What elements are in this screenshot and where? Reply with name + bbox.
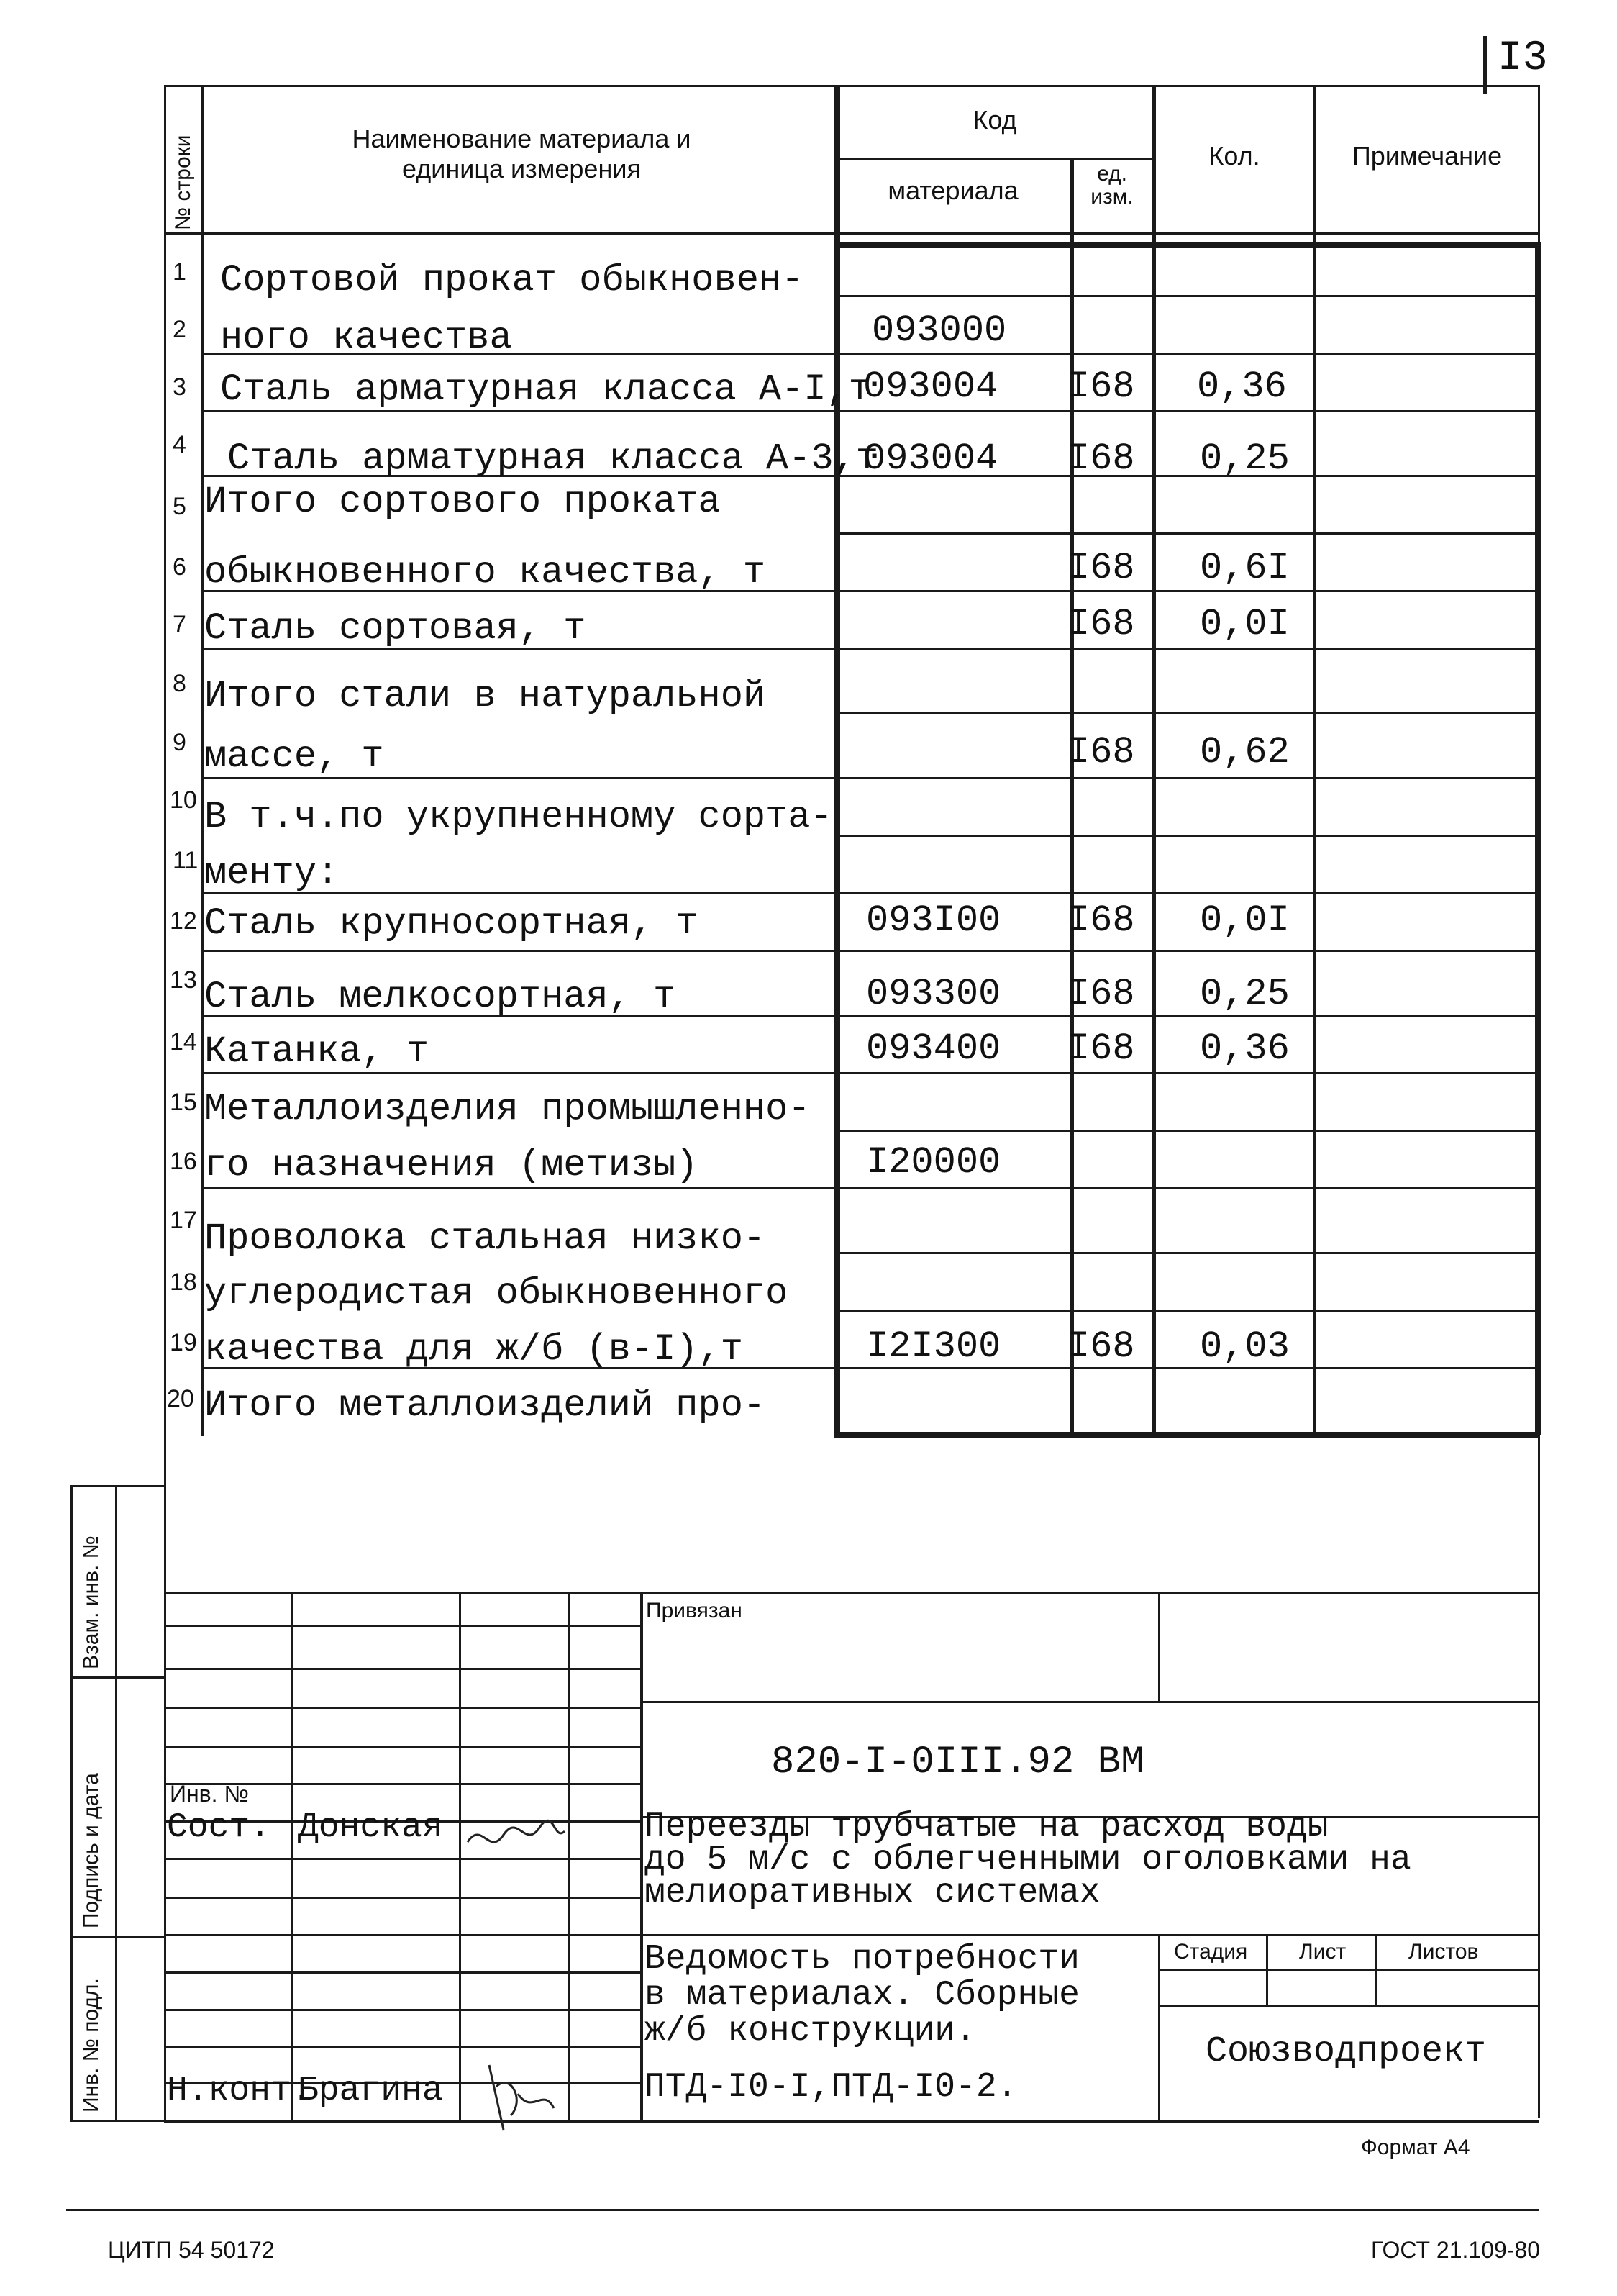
sost-role: Сост. <box>167 1808 271 1847</box>
format-label: Формат А4 <box>1361 2136 1470 2159</box>
row-unit: I68 <box>1067 603 1135 645</box>
row-name: менту: <box>204 852 340 894</box>
listov-label: Листов <box>1408 1940 1479 1964</box>
row-name: качества для ж/б (в-I),т <box>204 1328 743 1371</box>
row-code: 093300 <box>866 973 1001 1015</box>
sost-name: Донская <box>298 1808 443 1847</box>
signature-bragina <box>475 2058 561 2137</box>
nkont-name: Брагина <box>298 2072 443 2110</box>
row-name: Сталь мелкосортная, т <box>204 976 676 1018</box>
doc-title-line1: Ведомость потребности <box>644 1940 1080 1979</box>
row-unit: I68 <box>1067 547 1135 589</box>
row-qty: 0,62 <box>1200 731 1290 773</box>
row-name: массе, т <box>204 735 384 778</box>
stadiya-label: Стадия <box>1174 1940 1248 1964</box>
doc-title-line3: ж/б конструкции. <box>644 2012 976 2051</box>
code-material-header: материала <box>888 176 1019 205</box>
code-unit-header-1: ед. <box>1097 162 1127 186</box>
row-number-header: № строки <box>171 135 195 230</box>
row-unit: I68 <box>1067 366 1135 408</box>
row-name: Сталь крупносортная, т <box>204 902 698 945</box>
row-code: 093I00 <box>866 899 1001 942</box>
vzam-label: Взам. инв. № <box>79 1535 103 1669</box>
row-qty: 0,0I <box>1200 603 1290 645</box>
privyazan-label: Привязан <box>646 1599 742 1623</box>
row-name: Сталь сортовая, т <box>204 607 586 650</box>
row-code: I20000 <box>866 1141 1001 1184</box>
row-code: I2I300 <box>866 1325 1001 1368</box>
inv-podl-label: Инв. № подл. <box>79 1978 103 2113</box>
footer-left: ЦИТП 54 50172 <box>108 2237 275 2263</box>
podpis-label: Подпись и дата <box>79 1773 103 1928</box>
row-name: Металлоизделия промышленно- <box>204 1088 811 1130</box>
name-header-line1: Наименование материала и <box>352 124 691 153</box>
inv-no-label: Инв. № <box>170 1781 249 1807</box>
nkont-role: Н.конт. <box>167 2072 312 2110</box>
row-name: Сталь арматурная класса А-I,т <box>220 368 871 411</box>
row-name: Сталь арматурная класса А-3,т <box>227 437 878 480</box>
code-header: Код <box>973 105 1017 135</box>
row-unit: I68 <box>1067 731 1135 773</box>
row-unit: I68 <box>1067 973 1135 1015</box>
row-unit: I68 <box>1067 1325 1135 1368</box>
row-code: 093400 <box>866 1027 1001 1070</box>
row-name: ного качества <box>220 317 512 359</box>
row-name: В т.ч.по укрупненному сорта- <box>204 796 833 838</box>
footer-right: ГОСТ 21.109-80 <box>1371 2237 1541 2263</box>
row-qty: 0,25 <box>1200 437 1290 480</box>
row-qty: 0,6I <box>1200 547 1290 589</box>
project-title-line2: до 5 м/с с облегченными оголовками на <box>644 1841 1411 1879</box>
doc-title-line2: в материалах. Сборные <box>644 1976 1080 2015</box>
row-name: Итого сортового проката <box>204 481 721 523</box>
row-code: 093004 <box>863 437 998 480</box>
row-code: 093004 <box>863 366 998 408</box>
row-name: Сортовой прокат обыкновен- <box>220 259 804 301</box>
doc-title-line4: ПТД-I0-I,ПТД-I0-2. <box>644 2068 1018 2107</box>
row-name: го назначения (метизы) <box>204 1144 698 1186</box>
row-name: Проволока стальная низко- <box>204 1217 766 1260</box>
name-header-line2: единица измерения <box>402 154 641 183</box>
row-qty: 0,25 <box>1200 973 1290 1015</box>
row-code: 093000 <box>872 309 1007 352</box>
project-title-line3: мелиоративных системах <box>644 1874 1101 1912</box>
row-name: Итого стали в натуральной <box>204 675 766 717</box>
row-unit: I68 <box>1067 1027 1135 1070</box>
row-name: обыкновенного качества, т <box>204 551 766 594</box>
project-title-line1: Переезды трубчатые на расход воды <box>644 1807 1329 1846</box>
code-unit-header-2: изм. <box>1090 185 1134 209</box>
list-label: Лист <box>1299 1940 1347 1964</box>
row-unit: I68 <box>1067 899 1135 942</box>
page-number: I3 <box>1498 35 1548 82</box>
row-name: Катанка, т <box>204 1030 429 1073</box>
row-qty: 0,36 <box>1200 1027 1290 1070</box>
document-designation: 820-I-0III.92 ВМ <box>771 1741 1144 1784</box>
row-unit: I68 <box>1067 437 1135 480</box>
row-qty: 0,36 <box>1197 366 1287 408</box>
organization-name: Союзводпроект <box>1206 2031 1487 2072</box>
row-qty: 0,0I <box>1200 899 1290 942</box>
note-header: Примечание <box>1352 141 1503 171</box>
signature-donskaya <box>460 1813 568 1864</box>
row-qty: 0,03 <box>1200 1325 1290 1368</box>
row-name: углеродистая обыкновенного <box>204 1272 788 1315</box>
qty-header: Кол. <box>1208 141 1260 171</box>
row-name: Итого металлоизделий про- <box>204 1384 766 1427</box>
